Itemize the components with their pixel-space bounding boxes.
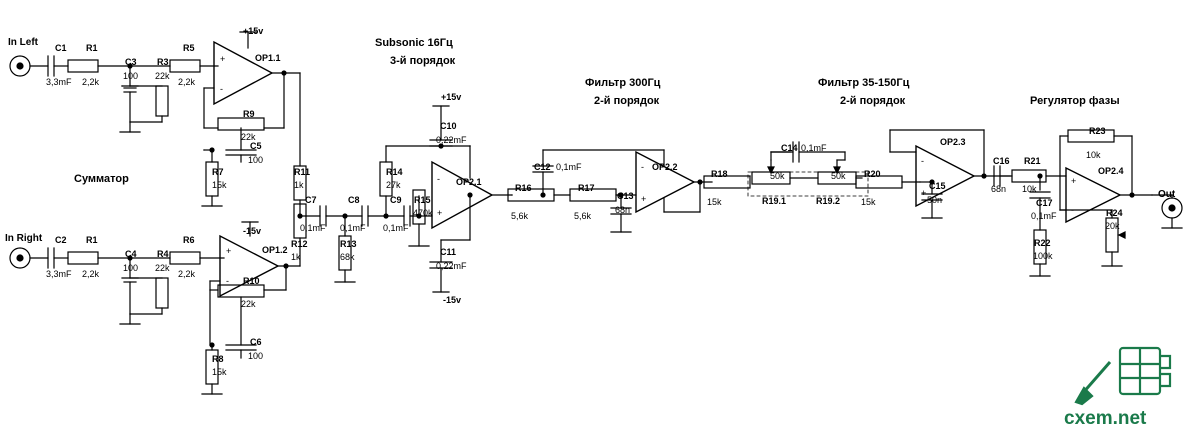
component-value-C6: 100 <box>248 351 264 361</box>
component-ref-R8: R8 <box>212 354 224 364</box>
section-heading-f35a: Фильтр 35-150Гц <box>818 77 910 89</box>
component-ref-C1: C1 <box>55 43 67 53</box>
component-ref-R16: R16 <box>515 183 532 193</box>
component-ref-C13: C13 <box>617 191 634 201</box>
component-value-R19-2: 50k <box>831 171 846 181</box>
component-ref-C4: C4 <box>125 249 137 259</box>
svg-text:+: + <box>226 246 232 256</box>
terminal-label-in-left: In Left <box>8 37 38 48</box>
opamp-label-op1-1: OP1.1 <box>255 53 281 63</box>
svg-text:-: - <box>220 84 223 94</box>
component-value-C14: 0,1mF <box>801 143 827 153</box>
svg-text:+: + <box>437 208 443 218</box>
svg-text:-: - <box>921 156 924 166</box>
component-ref-C14: C14 <box>781 143 798 153</box>
component-value-R24: 20k <box>1105 221 1120 231</box>
opamp-label-op2-4: OP2.4 <box>1098 166 1124 176</box>
component-value-R20: 15k <box>861 197 876 207</box>
component-ref-C12: C12 <box>534 162 551 172</box>
component-ref-C3: C3 <box>125 57 137 67</box>
component-ref-R13: R13 <box>340 239 357 249</box>
section-heading-subsonic1: Subsonic 16Гц <box>375 37 453 49</box>
svg-text:+: + <box>921 188 927 198</box>
component-ref-R7: R7 <box>212 167 224 177</box>
component-ref-C10: C10 <box>440 121 457 131</box>
component-ref-R19-1: R19.1 <box>762 196 787 206</box>
svg-text:-: - <box>437 174 440 184</box>
component-ref-R24: R24 <box>1106 208 1123 218</box>
component-value-R5: 2,2k <box>178 77 196 87</box>
component-ref-C9: C9 <box>390 195 402 205</box>
component-value-C12: 0,1mF <box>556 162 582 172</box>
component-ref-C2: C2 <box>55 235 67 245</box>
section-heading-summator: Сумматор <box>74 173 129 185</box>
component-value-C7: 0,1mF <box>300 223 326 233</box>
component-ref-R14: R14 <box>386 167 403 177</box>
component-value-C17: 0,1mF <box>1031 211 1057 221</box>
component-value-C15: 50n <box>927 195 943 205</box>
component-value-R17: 5,6k <box>574 211 592 221</box>
component-value-R23: 10k <box>1086 150 1101 160</box>
component-value-R4: 22k <box>155 263 170 273</box>
svg-text:-: - <box>1071 205 1074 215</box>
opamp-label-op2-3: OP2.3 <box>940 137 966 147</box>
component-value-R11: 1k <box>294 180 304 190</box>
component-value-C1: 3,3mF <box>46 77 72 87</box>
component-ref-R1b: R1 <box>86 235 98 245</box>
component-ref-C7: C7 <box>305 195 317 205</box>
svg-text:-: - <box>641 162 644 172</box>
component-ref-R4: R4 <box>157 249 169 259</box>
component-ref-R18: R18 <box>711 169 728 179</box>
component-ref-R15: R15 <box>414 195 431 205</box>
component-value-C10: 0,22mF <box>436 135 467 145</box>
opamp-label-op2-1: OP2.1 <box>456 177 482 187</box>
component-value-C11: 0,22mF <box>436 261 467 271</box>
component-value-R6: 2,2k <box>178 269 196 279</box>
opamp-label-op2-2: OP2.2 <box>652 162 678 172</box>
component-ref-R1a: R1 <box>86 43 98 53</box>
component-ref-R19-2: R19.2 <box>816 196 841 206</box>
component-ref-R20: R20 <box>864 169 881 179</box>
section-heading-subsonic2: 3-й порядок <box>390 55 456 67</box>
component-value-R8: 15k <box>212 367 227 377</box>
component-ref-C6: C6 <box>250 337 262 347</box>
component-value-C9: 0,1mF <box>383 223 409 233</box>
component-value-R22: 100k <box>1033 251 1053 261</box>
component-value-R9: 22k <box>241 132 256 142</box>
component-value-C8: 0,1mF <box>340 223 366 233</box>
supply-label-sup2: -15v <box>243 226 262 236</box>
component-ref-R21: R21 <box>1024 156 1041 166</box>
component-value-R1a: 2,2k <box>82 77 100 87</box>
component-value-R15: 470k <box>413 208 433 218</box>
component-ref-R22: R22 <box>1034 238 1051 248</box>
section-heading-f300a: Фильтр 300Гц <box>585 77 661 89</box>
svg-text:-: - <box>226 276 229 286</box>
component-ref-R23: R23 <box>1089 126 1106 136</box>
supply-label-sup1: +15v <box>243 26 264 36</box>
svg-text:+: + <box>220 54 226 64</box>
component-value-R7: 15k <box>212 180 227 190</box>
component-ref-C15: C15 <box>929 181 946 191</box>
component-ref-C16: C16 <box>993 156 1010 166</box>
component-ref-C11: C11 <box>440 247 457 257</box>
component-value-R14: 27k <box>386 180 401 190</box>
supply-label-sup3: +15v <box>441 92 462 102</box>
component-value-C13: 68n <box>615 205 631 215</box>
component-ref-R5: R5 <box>183 43 195 53</box>
component-value-R3: 22k <box>155 71 170 81</box>
component-value-R16: 5,6k <box>511 211 529 221</box>
component-value-R10: 22k <box>241 299 256 309</box>
component-ref-C5: C5 <box>250 141 262 151</box>
opamp-label-op1-2: OP1.2 <box>262 245 288 255</box>
component-ref-C17: C17 <box>1036 198 1053 208</box>
component-value-R18: 15k <box>707 197 722 207</box>
svg-text:+: + <box>1071 176 1077 186</box>
section-heading-f35b: 2-й порядок <box>840 95 906 107</box>
component-ref-R12: R12 <box>291 239 308 249</box>
terminal-label-out: Out <box>1158 189 1176 200</box>
component-ref-C8: C8 <box>348 195 360 205</box>
component-value-R21: 10k <box>1022 184 1037 194</box>
svg-text:cxem.net: cxem.net <box>1064 408 1147 429</box>
site-watermark <box>1062 338 1192 430</box>
component-value-C3: 100 <box>123 71 139 81</box>
supply-label-sup4: -15v <box>443 295 462 305</box>
section-heading-phase: Регулятор фазы <box>1030 95 1120 107</box>
component-value-C16: 68n <box>991 184 1007 194</box>
component-ref-R10: R10 <box>243 276 260 286</box>
component-ref-R11: R11 <box>294 167 311 177</box>
component-value-R13: 68k <box>340 252 355 262</box>
component-ref-R6: R6 <box>183 235 195 245</box>
terminal-label-in-right: In Right <box>5 233 43 244</box>
svg-text:+: + <box>641 194 647 204</box>
component-ref-R3: R3 <box>157 57 169 67</box>
component-value-R12: 1k <box>291 252 301 262</box>
component-ref-R9: R9 <box>243 109 255 119</box>
component-value-R19-1: 50k <box>770 171 785 181</box>
component-value-C4: 100 <box>123 263 139 273</box>
component-value-R1b: 2,2k <box>82 269 100 279</box>
component-value-C5: 100 <box>248 155 264 165</box>
component-value-C2: 3,3mF <box>46 269 72 279</box>
section-heading-f300b: 2-й порядок <box>594 95 660 107</box>
component-ref-R17: R17 <box>578 183 595 193</box>
